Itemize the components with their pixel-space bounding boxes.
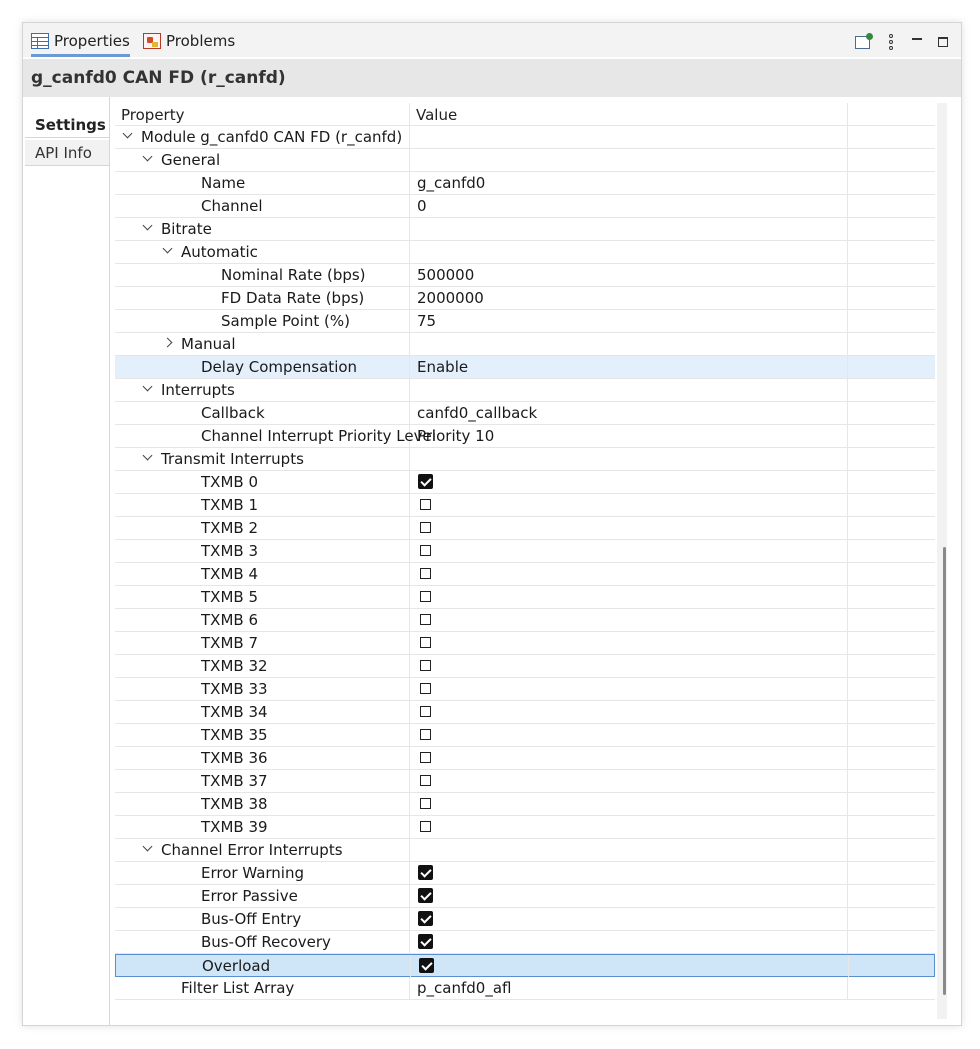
property-name: Bus-Off Recovery xyxy=(201,933,331,951)
checkbox-checked[interactable] xyxy=(418,474,433,489)
property-name: Manual xyxy=(181,335,236,353)
table-row[interactable] xyxy=(115,770,935,793)
chevron-down-icon[interactable] xyxy=(143,152,153,162)
property-name: Channel Error Interrupts xyxy=(161,841,343,859)
property-name: TXMB 35 xyxy=(201,726,268,744)
property-name: FD Data Rate (bps) xyxy=(221,289,365,307)
table-row[interactable] xyxy=(115,563,935,586)
checkbox-checked[interactable] xyxy=(418,865,433,880)
table-row[interactable] xyxy=(115,333,935,356)
property-value[interactable]: Priority 10 xyxy=(417,427,495,445)
property-value[interactable]: canfd0_callback xyxy=(417,404,538,422)
property-value[interactable]: p_canfd0_afl xyxy=(417,979,512,997)
property-name: TXMB 37 xyxy=(201,772,268,790)
table-row[interactable] xyxy=(115,218,935,241)
vertical-scrollbar-thumb[interactable] xyxy=(943,547,946,995)
property-table xyxy=(115,103,935,1019)
checkbox-unchecked[interactable] xyxy=(420,706,431,717)
minimize-icon xyxy=(912,38,922,40)
chevron-down-icon[interactable] xyxy=(163,244,173,254)
property-name: TXMB 2 xyxy=(201,519,258,537)
table-row[interactable] xyxy=(115,195,935,218)
property-value[interactable]: 500000 xyxy=(417,266,475,284)
side-tab-settings[interactable]: Settings xyxy=(25,112,109,138)
table-row[interactable] xyxy=(115,678,935,701)
checkbox-unchecked[interactable] xyxy=(420,729,431,740)
table-row[interactable] xyxy=(115,701,935,724)
table-row[interactable] xyxy=(115,586,935,609)
checkbox-checked[interactable] xyxy=(419,958,434,973)
property-name: TXMB 34 xyxy=(201,703,268,721)
table-row[interactable] xyxy=(115,264,935,287)
property-name: TXMB 33 xyxy=(201,680,268,698)
checkbox-unchecked[interactable] xyxy=(420,683,431,694)
property-name: Name xyxy=(201,174,246,192)
checkbox-checked[interactable] xyxy=(418,934,433,949)
chevron-down-icon[interactable] xyxy=(143,382,153,392)
view-tab-bar xyxy=(23,23,961,57)
property-name: Filter List Array xyxy=(181,979,295,997)
property-value[interactable]: 0 xyxy=(417,197,427,215)
property-name: TXMB 36 xyxy=(201,749,268,767)
property-value[interactable]: 2000000 xyxy=(417,289,484,307)
property-name: TXMB 3 xyxy=(201,542,258,560)
chevron-down-icon[interactable] xyxy=(143,842,153,852)
checkbox-unchecked[interactable] xyxy=(420,568,431,579)
property-value[interactable]: Enable xyxy=(417,358,469,376)
table-row[interactable] xyxy=(115,977,935,1000)
maximize-icon xyxy=(938,37,948,47)
table-row[interactable] xyxy=(115,954,935,977)
view-menu-icon xyxy=(889,34,893,50)
table-row[interactable] xyxy=(115,448,935,471)
checkbox-unchecked[interactable] xyxy=(420,637,431,648)
table-row[interactable] xyxy=(115,747,935,770)
pin-to-view-button[interactable] xyxy=(852,33,872,51)
page-title: g_canfd0 CAN FD (r_canfd) xyxy=(23,59,961,97)
table-row[interactable] xyxy=(115,310,935,333)
property-name: TXMB 6 xyxy=(201,611,258,629)
table-row[interactable] xyxy=(115,471,935,494)
table-row[interactable] xyxy=(115,425,935,448)
property-name: Channel Interrupt Priority Level xyxy=(201,427,436,445)
table-row[interactable] xyxy=(115,241,935,264)
table-row[interactable] xyxy=(115,172,935,195)
problems-icon xyxy=(143,33,161,49)
table-row[interactable] xyxy=(115,356,935,379)
property-name: Error Passive xyxy=(201,887,298,905)
table-row[interactable] xyxy=(115,655,935,678)
property-name: Automatic xyxy=(181,243,258,261)
checkbox-unchecked[interactable] xyxy=(420,821,431,832)
table-row[interactable] xyxy=(115,402,935,425)
chevron-right-icon[interactable] xyxy=(163,338,173,348)
table-row[interactable] xyxy=(115,793,935,816)
properties-view xyxy=(22,22,962,1026)
checkbox-unchecked[interactable] xyxy=(420,798,431,809)
table-row[interactable] xyxy=(115,908,935,931)
property-name: Delay Compensation xyxy=(201,358,358,376)
column-header-property[interactable]: Property xyxy=(121,106,185,124)
column-header-value[interactable]: Value xyxy=(416,106,458,124)
property-name: Error Warning xyxy=(201,864,305,882)
property-name: Bitrate xyxy=(161,220,212,238)
property-name: Channel xyxy=(201,197,263,215)
property-name: TXMB 4 xyxy=(201,565,258,583)
property-name: TXMB 7 xyxy=(201,634,258,652)
tab-properties[interactable] xyxy=(31,27,130,57)
table-row[interactable] xyxy=(115,839,935,862)
minimize-button[interactable] xyxy=(907,33,927,51)
table-row[interactable] xyxy=(115,885,935,908)
table-row[interactable] xyxy=(115,632,935,655)
table-row[interactable] xyxy=(115,494,935,517)
checkbox-unchecked[interactable] xyxy=(420,522,431,533)
table-header xyxy=(115,103,935,126)
property-name: TXMB 39 xyxy=(201,818,268,836)
checkbox-unchecked[interactable] xyxy=(420,660,431,671)
table-row[interactable] xyxy=(115,816,935,839)
property-name: Callback xyxy=(201,404,265,422)
checkbox-unchecked[interactable] xyxy=(420,591,431,602)
tab-problems-label: Problems xyxy=(166,32,236,50)
property-name: TXMB 38 xyxy=(201,795,268,813)
property-value[interactable]: g_canfd0 xyxy=(417,174,486,192)
chevron-down-icon[interactable] xyxy=(123,129,133,139)
table-row[interactable] xyxy=(115,287,935,310)
property-name: TXMB 0 xyxy=(201,473,258,491)
checkbox-unchecked[interactable] xyxy=(420,545,431,556)
table-row[interactable] xyxy=(115,379,935,402)
checkbox-checked[interactable] xyxy=(418,888,433,903)
checkbox-checked[interactable] xyxy=(418,911,433,926)
property-name: Overload xyxy=(202,957,271,975)
property-name: Bus-Off Entry xyxy=(201,910,302,928)
property-name: Interrupts xyxy=(161,381,235,399)
maximize-button[interactable] xyxy=(933,33,953,51)
property-name: Sample Point (%) xyxy=(221,312,350,330)
property-name: Module g_canfd0 CAN FD (r_canfd) xyxy=(141,128,403,146)
side-tab-api-info[interactable]: API Info xyxy=(25,140,109,166)
properties-icon xyxy=(31,33,49,49)
property-name: TXMB 32 xyxy=(201,657,268,675)
tab-problems[interactable] xyxy=(143,27,235,55)
tab-properties-label: Properties xyxy=(54,31,130,50)
table-row[interactable] xyxy=(115,862,935,885)
pin-to-view-icon xyxy=(855,36,870,49)
checkbox-unchecked[interactable] xyxy=(420,775,431,786)
table-row[interactable] xyxy=(115,724,935,747)
property-value[interactable]: 75 xyxy=(417,312,437,330)
table-row[interactable] xyxy=(115,540,935,563)
property-name: TXMB 1 xyxy=(201,496,258,514)
chevron-down-icon[interactable] xyxy=(143,451,153,461)
chevron-down-icon[interactable] xyxy=(143,221,153,231)
view-menu-button[interactable] xyxy=(881,33,901,51)
table-row[interactable] xyxy=(115,931,935,954)
checkbox-unchecked[interactable] xyxy=(420,752,431,763)
checkbox-unchecked[interactable] xyxy=(420,499,431,510)
side-tab-list xyxy=(23,97,110,1025)
property-name: TXMB 5 xyxy=(201,588,258,606)
table-row[interactable] xyxy=(115,517,935,540)
property-name: General xyxy=(161,151,221,169)
table-row[interactable] xyxy=(115,149,935,172)
table-row[interactable] xyxy=(115,609,935,632)
property-name: Nominal Rate (bps) xyxy=(221,266,366,284)
checkbox-unchecked[interactable] xyxy=(420,614,431,625)
property-name: Transmit Interrupts xyxy=(161,450,304,468)
table-row[interactable] xyxy=(115,126,935,149)
